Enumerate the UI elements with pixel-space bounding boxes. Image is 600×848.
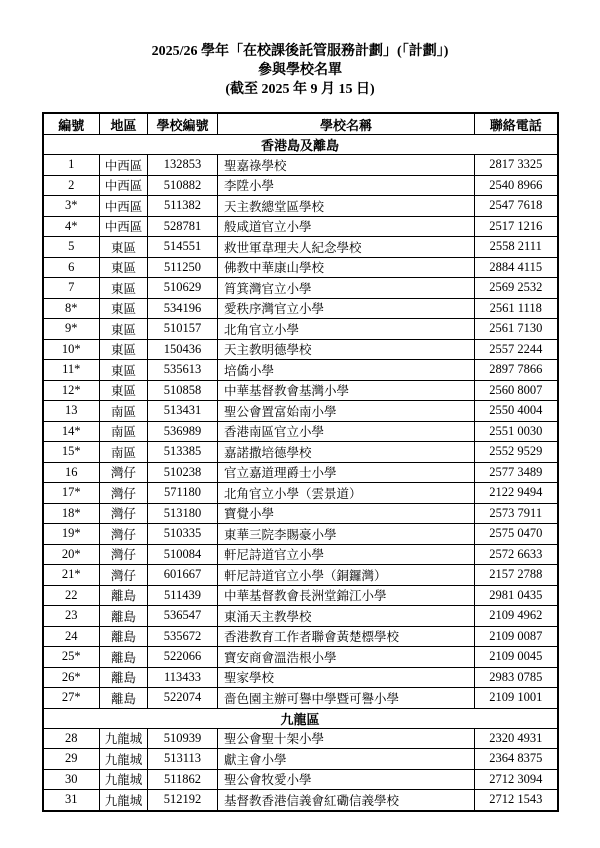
cell-phone: 2981 0435: [475, 585, 558, 606]
table-row: [43, 769, 558, 790]
cell-name: 李陞小學: [218, 175, 475, 196]
cell-name: 北角官立小學: [218, 319, 475, 340]
cell-district: 東區: [100, 319, 148, 340]
cell-school-no: 513180: [148, 503, 218, 524]
cell-no: 13: [43, 401, 100, 422]
cell-school-no: 512192: [148, 790, 218, 811]
cell-school-no: 510629: [148, 278, 218, 299]
cell-phone: 2983 0785: [475, 667, 558, 688]
table-row: [43, 626, 558, 647]
cell-name: 香港教育工作者聯會黃楚標學校: [218, 626, 475, 647]
cell-phone: 2157 2788: [475, 565, 558, 586]
column-header-phone: 聯絡電話: [475, 113, 558, 135]
cell-no: 20*: [43, 544, 100, 565]
cell-district: 灣仔: [100, 462, 148, 483]
cell-phone: 2561 7130: [475, 319, 558, 340]
table-row: [43, 216, 558, 237]
cell-phone: 2540 8966: [475, 175, 558, 196]
cell-name: 嗇色園主辦可譽中學暨可譽小學: [218, 688, 475, 709]
cell-name: 愛秩序灣官立小學: [218, 298, 475, 319]
cell-school-no: 510882: [148, 175, 218, 196]
cell-no: 31: [43, 790, 100, 811]
document-title: [0, 42, 600, 99]
cell-school-no: 510858: [148, 380, 218, 401]
table-row: [43, 442, 558, 463]
cell-name: 寶覺小學: [218, 503, 475, 524]
cell-no: 4*: [43, 216, 100, 237]
table-row: [43, 237, 558, 258]
cell-district: 東區: [100, 380, 148, 401]
section-title: 香港島及離島: [43, 135, 558, 155]
cell-school-no: 113433: [148, 667, 218, 688]
cell-name: 般咸道官立小學: [218, 216, 475, 237]
table-row: [43, 606, 558, 627]
cell-school-no: 522074: [148, 688, 218, 709]
cell-no: 12*: [43, 380, 100, 401]
cell-phone: 2109 4962: [475, 606, 558, 627]
cell-school-no: 511250: [148, 257, 218, 278]
cell-district: 東區: [100, 339, 148, 360]
cell-phone: 2552 9529: [475, 442, 558, 463]
cell-school-no: 536547: [148, 606, 218, 627]
cell-no: 28: [43, 728, 100, 749]
cell-district: 東區: [100, 360, 148, 381]
table-row: [43, 585, 558, 606]
cell-district: 九龍城: [100, 749, 148, 770]
cell-no: 21*: [43, 565, 100, 586]
cell-phone: 2551 0030: [475, 421, 558, 442]
cell-school-no: 534196: [148, 298, 218, 319]
title-line-3: (截至 2025 年 9 月 15 日): [225, 82, 375, 97]
cell-no: 25*: [43, 647, 100, 668]
cell-no: 2: [43, 175, 100, 196]
cell-phone: 2517 1216: [475, 216, 558, 237]
cell-phone: 2569 2532: [475, 278, 558, 299]
cell-school-no: 513113: [148, 749, 218, 770]
cell-name: 筲箕灣官立小學: [218, 278, 475, 299]
cell-no: 8*: [43, 298, 100, 319]
table-row: [43, 319, 558, 340]
cell-district: 東區: [100, 237, 148, 258]
cell-district: 離島: [100, 688, 148, 709]
schools-table: [42, 112, 559, 812]
cell-name: 聖公會置富始南小學: [218, 401, 475, 422]
cell-name: 官立嘉道理爵士小學: [218, 462, 475, 483]
table-row: [43, 462, 558, 483]
cell-district: 灣仔: [100, 483, 148, 504]
cell-district: 九龍城: [100, 728, 148, 749]
cell-district: 東區: [100, 257, 148, 278]
cell-school-no: 571180: [148, 483, 218, 504]
cell-school-no: 511382: [148, 196, 218, 217]
cell-phone: 2109 0087: [475, 626, 558, 647]
cell-name: 聖家學校: [218, 667, 475, 688]
table-row: [43, 421, 558, 442]
table-row: [43, 298, 558, 319]
column-header-district: 地區: [100, 113, 148, 135]
cell-name: 中華基督教會基灣小學: [218, 380, 475, 401]
cell-name: 東華三院李賜豪小學: [218, 524, 475, 545]
cell-name: 培僑小學: [218, 360, 475, 381]
table-row: [43, 688, 558, 709]
cell-district: 灣仔: [100, 544, 148, 565]
cell-district: 九龍城: [100, 769, 148, 790]
cell-school-no: 132853: [148, 155, 218, 176]
cell-school-no: 513431: [148, 401, 218, 422]
cell-district: 南區: [100, 401, 148, 422]
cell-no: 14*: [43, 421, 100, 442]
cell-no: 10*: [43, 339, 100, 360]
table-row: [43, 175, 558, 196]
cell-phone: 2560 8007: [475, 380, 558, 401]
cell-phone: 2897 7866: [475, 360, 558, 381]
cell-district: 南區: [100, 442, 148, 463]
cell-school-no: 511862: [148, 769, 218, 790]
cell-phone: 2122 9494: [475, 483, 558, 504]
cell-no: 27*: [43, 688, 100, 709]
cell-phone: 2550 4004: [475, 401, 558, 422]
cell-district: 離島: [100, 585, 148, 606]
cell-name: 軒尼詩道官立小學（銅鑼灣）: [218, 565, 475, 586]
table-row: [43, 155, 558, 176]
title-line-2: 參與學校名單: [258, 63, 342, 78]
cell-district: 中西區: [100, 155, 148, 176]
cell-school-no: 601667: [148, 565, 218, 586]
cell-name: 聖公會牧愛小學: [218, 769, 475, 790]
cell-phone: 2577 3489: [475, 462, 558, 483]
table-row: [43, 790, 558, 811]
cell-school-no: 150436: [148, 339, 218, 360]
cell-name: 救世軍韋理夫人紀念學校: [218, 237, 475, 258]
cell-no: 30: [43, 769, 100, 790]
cell-school-no: 510335: [148, 524, 218, 545]
table-row: [43, 360, 558, 381]
cell-no: 16: [43, 462, 100, 483]
cell-phone: 2557 2244: [475, 339, 558, 360]
cell-no: 18*: [43, 503, 100, 524]
cell-name: 香港南區官立小學: [218, 421, 475, 442]
column-header-no: 編號: [43, 113, 100, 135]
cell-no: 17*: [43, 483, 100, 504]
cell-phone: 2109 1001: [475, 688, 558, 709]
cell-no: 15*: [43, 442, 100, 463]
table-row: [43, 257, 558, 278]
cell-name: 獻主會小學: [218, 749, 475, 770]
cell-school-no: 513385: [148, 442, 218, 463]
cell-school-no: 535672: [148, 626, 218, 647]
cell-school-no: 510939: [148, 728, 218, 749]
cell-district: 中西區: [100, 196, 148, 217]
table-row: [43, 667, 558, 688]
column-header-school-no: 學校編號: [148, 113, 218, 135]
cell-no: 5: [43, 237, 100, 258]
cell-no: 11*: [43, 360, 100, 381]
cell-district: 離島: [100, 606, 148, 627]
column-header-name: 學校名稱: [218, 113, 475, 135]
cell-district: 離島: [100, 626, 148, 647]
cell-district: 離島: [100, 647, 148, 668]
table-row: [43, 544, 558, 565]
table-row: [43, 728, 558, 749]
cell-district: 東區: [100, 298, 148, 319]
table-row: [43, 483, 558, 504]
cell-name: 聖嘉祿學校: [218, 155, 475, 176]
cell-name: 嘉諾撒培德學校: [218, 442, 475, 463]
cell-name: 中華基督教會長洲堂錦江小學: [218, 585, 475, 606]
cell-district: 南區: [100, 421, 148, 442]
cell-district: 灣仔: [100, 503, 148, 524]
table-row: [43, 647, 558, 668]
table-row: [43, 749, 558, 770]
cell-phone: 2364 8375: [475, 749, 558, 770]
cell-phone: 2561 1118: [475, 298, 558, 319]
cell-district: 東區: [100, 278, 148, 299]
cell-school-no: 535613: [148, 360, 218, 381]
cell-no: 29: [43, 749, 100, 770]
cell-district: 中西區: [100, 175, 148, 196]
cell-phone: 2109 0045: [475, 647, 558, 668]
cell-district: 中西區: [100, 216, 148, 237]
cell-no: 7: [43, 278, 100, 299]
cell-name: 軒尼詩道官立小學: [218, 544, 475, 565]
cell-school-no: 522066: [148, 647, 218, 668]
cell-school-no: 514551: [148, 237, 218, 258]
cell-school-no: 536989: [148, 421, 218, 442]
cell-district: 灣仔: [100, 565, 148, 586]
table-row: [43, 339, 558, 360]
table-row: [43, 278, 558, 299]
cell-no: 1: [43, 155, 100, 176]
table-row: [43, 503, 558, 524]
cell-school-no: 510084: [148, 544, 218, 565]
cell-no: 26*: [43, 667, 100, 688]
cell-phone: 2572 6633: [475, 544, 558, 565]
cell-phone: 2573 7911: [475, 503, 558, 524]
cell-name: 基督教香港信義會紅磡信義學校: [218, 790, 475, 811]
cell-phone: 2558 2111: [475, 237, 558, 258]
title-line-1: 2025/26 學年「在校課後託管服務計劃」(「計劃」): [151, 44, 449, 59]
cell-district: 離島: [100, 667, 148, 688]
cell-district: 九龍城: [100, 790, 148, 811]
cell-no: 9*: [43, 319, 100, 340]
table-row: [43, 196, 558, 217]
cell-name: 天主教總堂區學校: [218, 196, 475, 217]
cell-name: 東涌天主教學校: [218, 606, 475, 627]
cell-phone: 2712 3094: [475, 769, 558, 790]
cell-school-no: 510157: [148, 319, 218, 340]
cell-school-no: 511439: [148, 585, 218, 606]
cell-name: 北角官立小學（雲景道）: [218, 483, 475, 504]
cell-phone: 2320 4931: [475, 728, 558, 749]
cell-no: 22: [43, 585, 100, 606]
cell-phone: 2712 1543: [475, 790, 558, 811]
cell-phone: 2817 3325: [475, 155, 558, 176]
cell-phone: 2547 7618: [475, 196, 558, 217]
cell-name: 寶安商會溫浩根小學: [218, 647, 475, 668]
section-header-row: [43, 708, 558, 728]
table-row: [43, 401, 558, 422]
cell-name: 天主教明德學校: [218, 339, 475, 360]
cell-phone: 2575 0470: [475, 524, 558, 545]
cell-no: 6: [43, 257, 100, 278]
cell-phone: 2884 4115: [475, 257, 558, 278]
section-header-row: [43, 135, 558, 155]
cell-no: 24: [43, 626, 100, 647]
table-row: [43, 565, 558, 586]
cell-no: 19*: [43, 524, 100, 545]
cell-school-no: 510238: [148, 462, 218, 483]
cell-school-no: 528781: [148, 216, 218, 237]
cell-district: 灣仔: [100, 524, 148, 545]
cell-no: 23: [43, 606, 100, 627]
table-row: [43, 524, 558, 545]
cell-no: 3*: [43, 196, 100, 217]
section-title: 九龍區: [43, 708, 558, 728]
cell-name: 聖公會聖十架小學: [218, 728, 475, 749]
schools-table-body: [43, 135, 558, 811]
table-header-row: [43, 113, 558, 135]
cell-name: 佛教中華康山學校: [218, 257, 475, 278]
table-row: [43, 380, 558, 401]
